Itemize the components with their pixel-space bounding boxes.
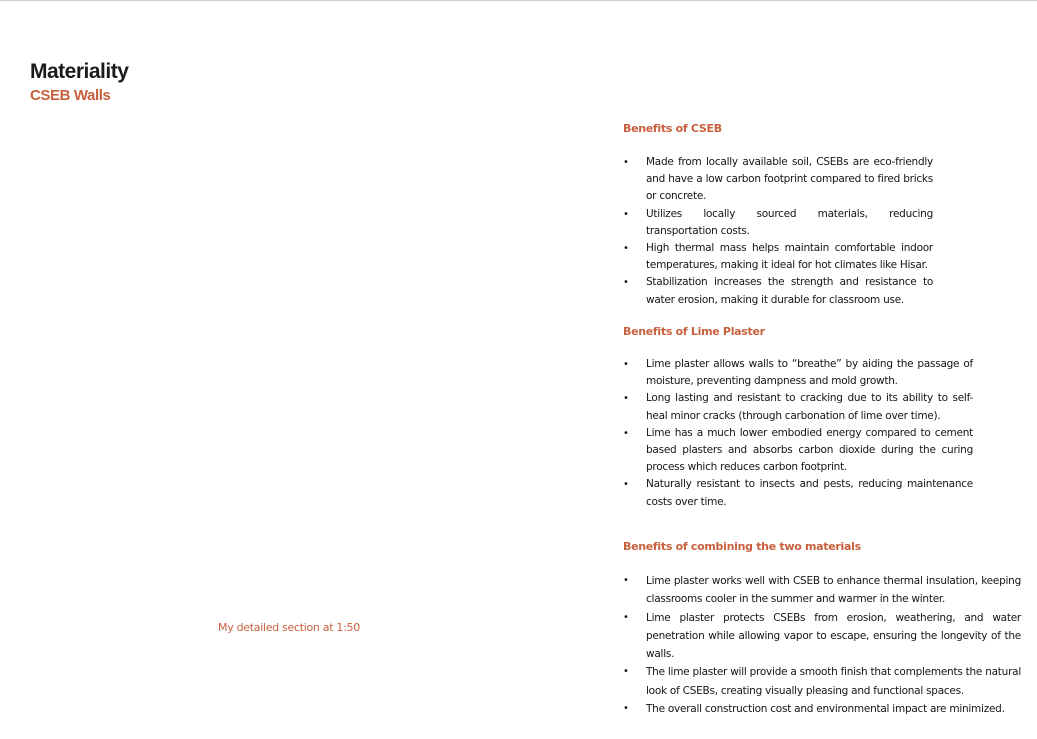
- bullet-icon: •: [623, 157, 629, 168]
- top-divider: [0, 0, 1037, 1]
- bullet-icon: •: [623, 393, 629, 405]
- list-item: [623, 476, 973, 510]
- bullet-icon: •: [623, 359, 629, 370]
- bullet-icon: •: [623, 611, 629, 623]
- bullet-list: [623, 572, 1021, 718]
- section-drawing-caption: My detailed section at 1:50: [218, 621, 360, 634]
- benefits-lime-plaster-section: [623, 325, 973, 511]
- bullet-icon: •: [623, 277, 629, 289]
- list-item: [623, 274, 933, 308]
- bullet-icon: •: [623, 479, 629, 491]
- bullet-icon: •: [623, 208, 629, 220]
- list-item-text: The lime plaster will provide a smooth finish that complements the natural look of CSEBs, creating visually pleasing and functional spaces.: [646, 666, 1021, 697]
- list-item-text: Lime plaster works well with CSEB to enhance thermal insulation, keeping classrooms cooler in the summer and warmer in the winter.: [646, 575, 1021, 606]
- list-item-text: Lime plaster allows walls to “breathe” by aiding the passage of moisture, preventing dampness and mold growth.: [646, 358, 973, 388]
- benefits-cseb-section: [623, 122, 933, 309]
- bullet-icon: •: [623, 427, 629, 439]
- list-item: [623, 663, 1021, 700]
- list-item-text: Lime plaster protects CSEBs from erosion, weathering, and water penetration while allowing vapor to escape, ensuring the longevity of the walls.: [646, 611, 1021, 661]
- list-item-text: Stabilization increases the strength and resistance to water erosion, making it durable for classroom use.: [646, 276, 933, 306]
- bullet-icon: •: [623, 575, 629, 586]
- list-item: [623, 206, 933, 240]
- bullet-icon: •: [623, 666, 629, 678]
- list-item: [623, 390, 973, 424]
- list-item: [623, 154, 933, 206]
- list-item: [623, 240, 933, 274]
- page-subtitle: CSEB Walls: [30, 87, 111, 104]
- bullet-icon: •: [623, 703, 629, 715]
- benefits-combining-section: [623, 540, 1021, 718]
- section-heading: Benefits of CSEB: [623, 122, 722, 135]
- list-item-text: Lime has a much lower embodied energy compared to cement based plasters and absorbs carbon dioxide during the curing process which reduces carbon footprint.: [646, 426, 973, 474]
- list-item-text: Utilizes locally sourced materials, reducing transportation costs.: [646, 207, 933, 237]
- list-item: [623, 700, 1021, 718]
- list-item-text: The overall construction cost and environmental impact are minimized.: [646, 703, 1005, 716]
- list-item-text: High thermal mass helps maintain comfortable indoor temperatures, making it ideal for hot climates like Hisar.: [646, 242, 933, 272]
- bullet-list: [623, 154, 933, 309]
- bullet-list: [623, 356, 973, 511]
- list-item: [623, 425, 973, 477]
- list-item: [623, 356, 973, 390]
- list-item-text: Long lasting and resistant to cracking due to its ability to self-heal minor cracks (through carbonation of lime over time).: [646, 392, 973, 422]
- list-item: [623, 609, 1021, 664]
- list-item-text: Naturally resistant to insects and pests, reducing maintenance costs over time.: [646, 478, 973, 508]
- list-item-text: Made from locally available soil, CSEBs are eco-friendly and have a low carbon footprint compared to fired bricks or concrete.: [646, 156, 933, 203]
- list-item: [623, 572, 1021, 609]
- page-title: Materiality: [30, 60, 129, 83]
- section-heading: Benefits of combining the two materials: [623, 540, 861, 553]
- bullet-icon: •: [623, 243, 629, 255]
- section-heading: Benefits of Lime Plaster: [623, 325, 765, 338]
